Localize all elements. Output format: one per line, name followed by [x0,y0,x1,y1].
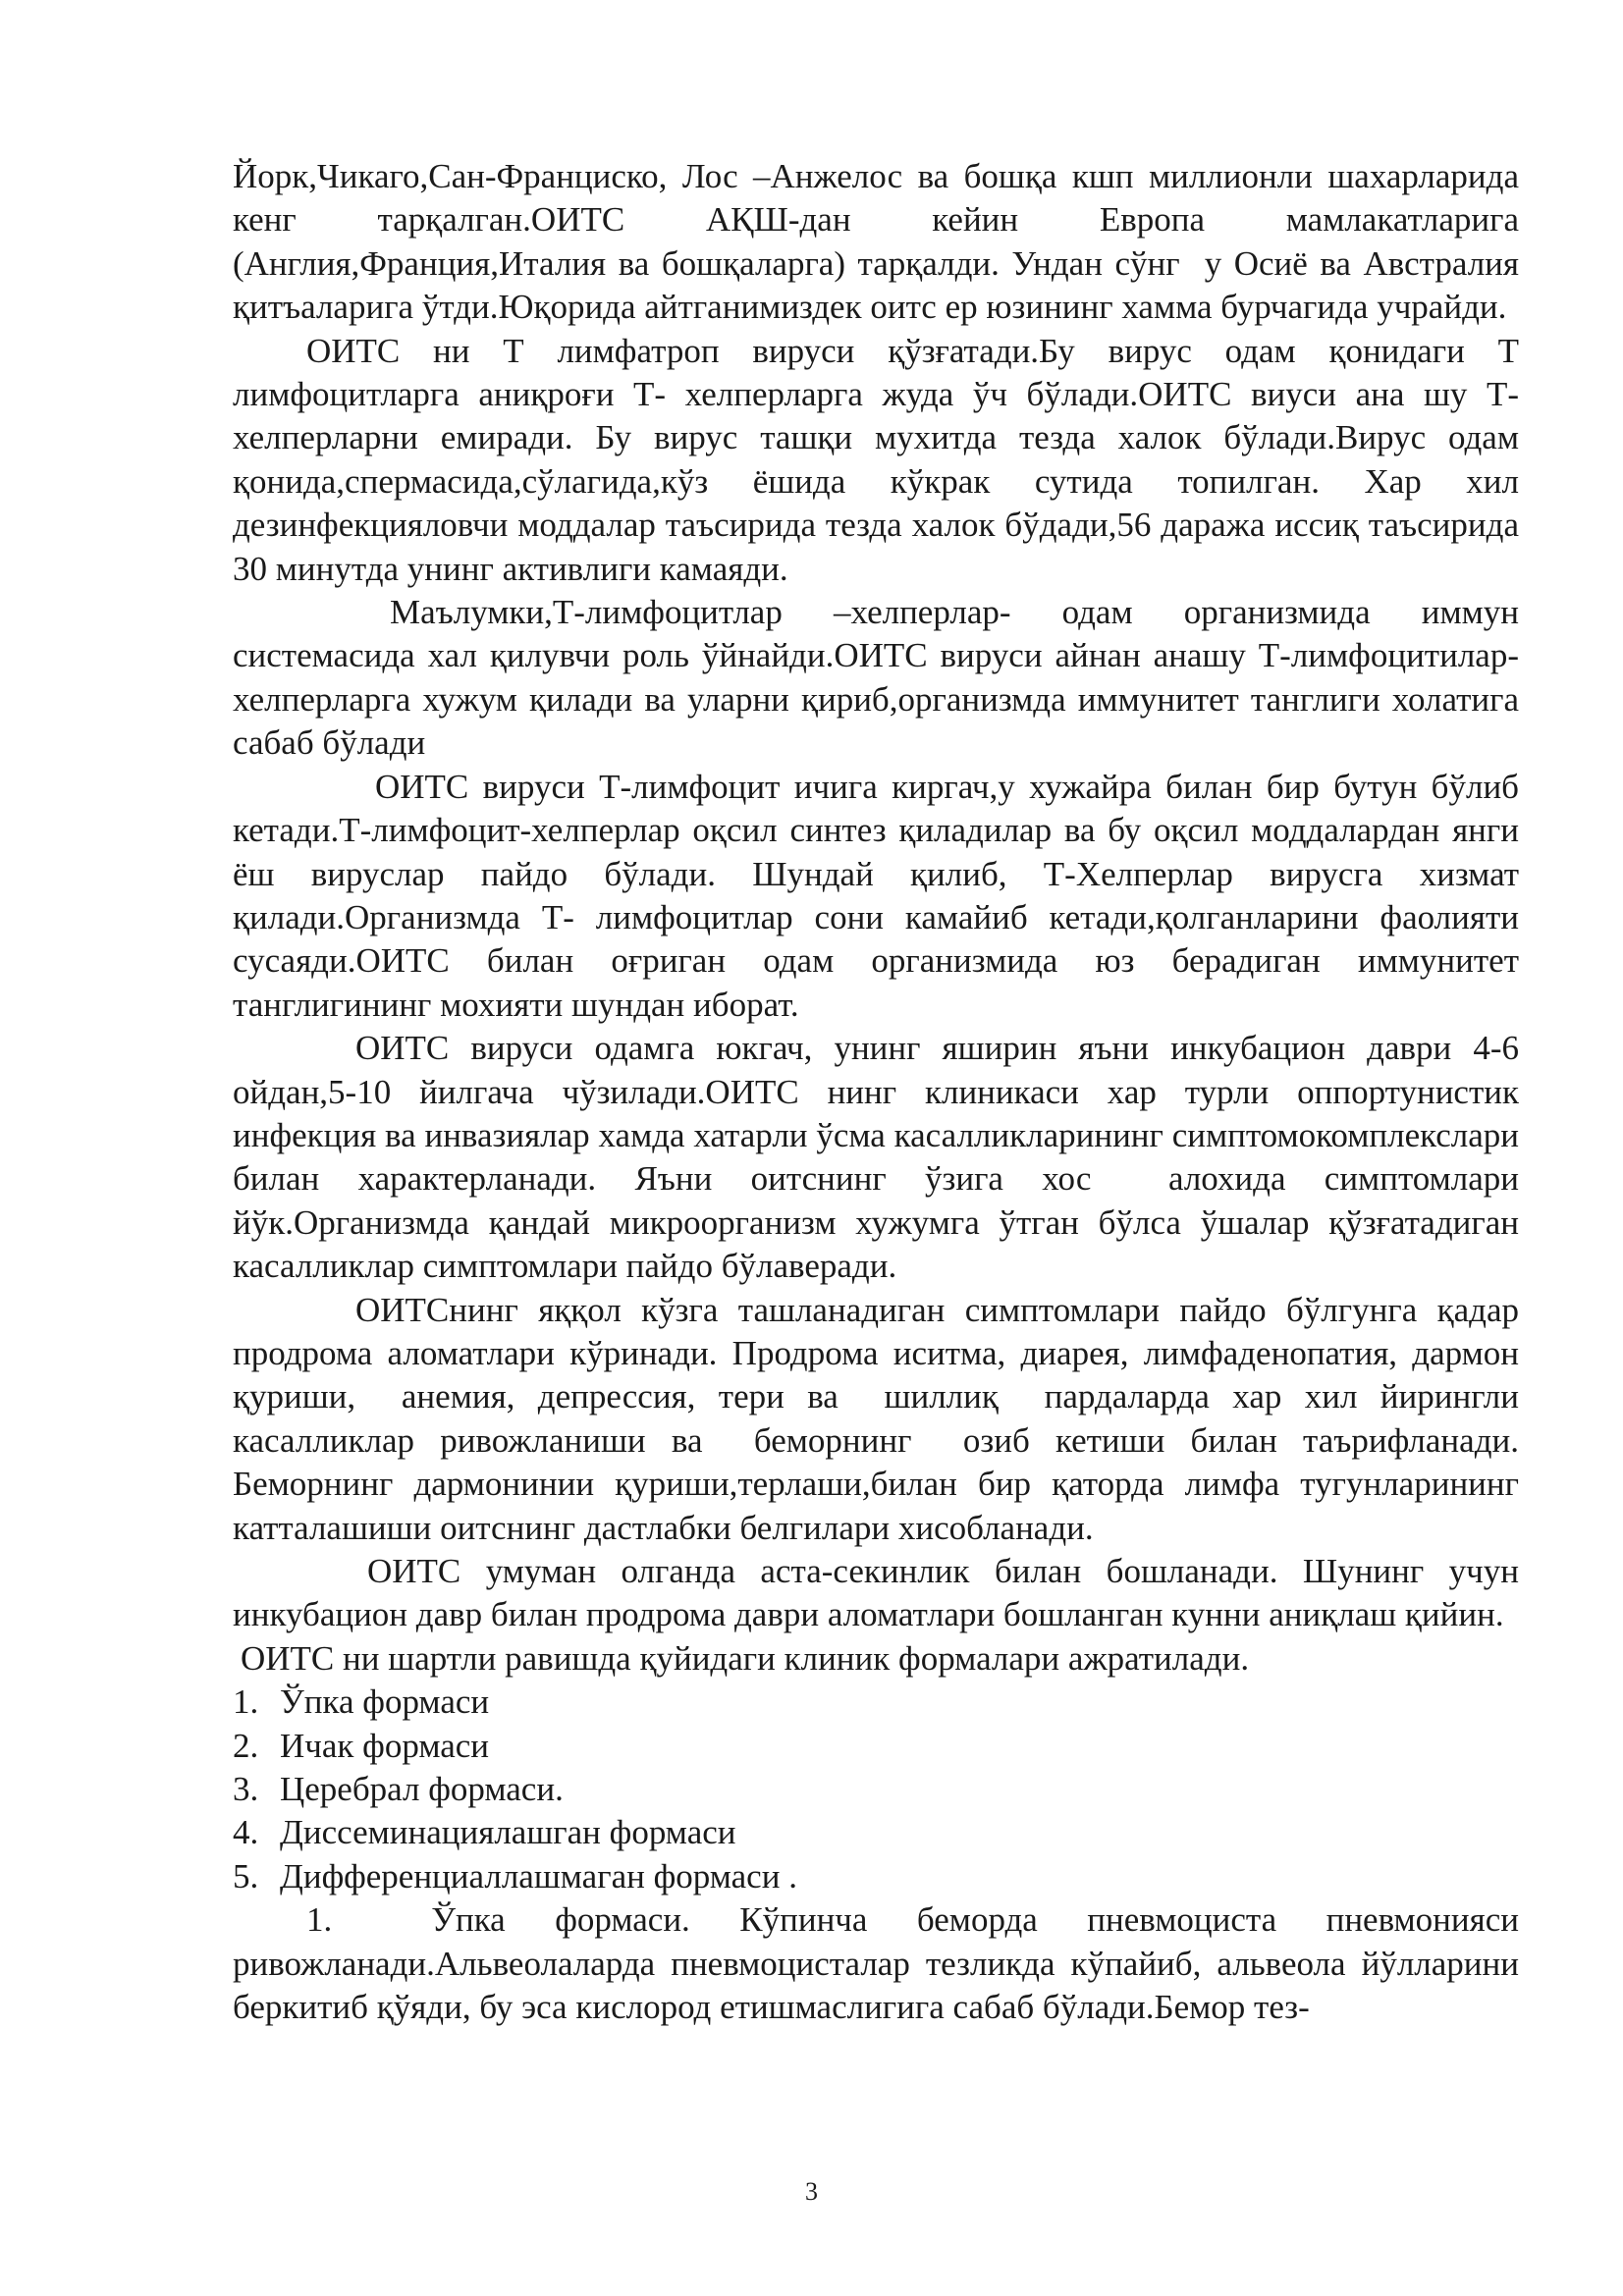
paragraph-lung-form: 1. Ўпка формаси. Кўпинча беморда пневмоциста пневмонияси ривожланади.Альвеолаларда пневмоцисталар тезликда кўпайиб, альвеола йўлларини беркитиб қўяди, бу эса кислород етишмаслигига сабаб бўлади.Бемор тез- [233,1900,1528,2027]
list-item-number: 5. [233,1856,259,1896]
list-item-number: 2. [233,1726,259,1765]
list-item-text: Ичак формаси [280,1726,490,1765]
list-item-text: Диссеминациялашган формаси [280,1813,736,1852]
forms-intro: ОИТС ни шартли равишда қуйидаги клиник формалари ажратилади. [241,1638,1250,1678]
list-item-text: Ўпка формаси [280,1682,490,1722]
paragraph-2: ОИТС ни Т лимфатроп вируси қўзғатади.Бу вирус одам қонидаги Т лимфоцитларга аниқроғи Т- хелперларга жуда ўч бўлади.ОИТС виуси ана шу Т- хелперларни емиради. Бу вирус ташқи мухитда тезда халок бўлади.Вирус одам қонида,спермасида,сўлагида,кўз ёшида кўкрак сутида топилган. Хар хил дезинфекцияловчи моддалар таъсирида тезда халок бўдади,56 даража иссиқ таъсирида 30 минутда унинг активлиги камаяди. [233,331,1528,588]
paragraph-7: ОИТС умуман олганда аста-секинлик билан бошланади. Шунинг учун инкубацион давр билан продрома даври аломатлари бошланган кунни аниқлаш қийин. [233,1552,1528,1634]
paragraph-4: ОИТС вируси Т-лимфоцит ичига киргач,у хужайра билан бир бутун бўлиб кетади.Т-лимфоцит-хелперлар оқсил синтез қиладилар ва бу оқсил моддалардан янги ёш вируслар пайдо бўлади. Шундай қилиб, Т-Хелперлар вирусга хизмат қилади.Организмда Т- лимфоцитлар сони камайиб кетади,қолганларини фаолияти сусаяди.ОИТС билан оғриган одам организмида юз берадиган иммунитет танглигининг мохияти шундан иборат. [233,767,1528,1024]
list-item-1 [233,1681,1519,1724]
paragraph-5: ОИТС вируси одамга юкгач, унинг яширин яъни инкубацион даври 4-6 ойдан,5-10 йилгача чўзилади.ОИТС нинг клиникаси хар турли оппортунистик инфекция ва инвазиялар хамда хатарли ўсма касалликларининг симптомокомплекслари билан характерланади. Яъни оитснинг ўзига хос алохида симптомлари йўк.Организмда қандай микроорганизм хужумга ўтган бўлса ўшалар қўзғатадиган касалликлар симптомлари пайдо бўлаверади. [233,1029,1528,1286]
list-item-2 [233,1725,1519,1768]
forms-list [233,1681,1519,1898]
list-item-number: 1. [233,1682,259,1722]
list-item-number: 4. [233,1813,259,1852]
list-item-number: 3. [233,1770,259,1809]
paragraph-6: ОИТСнинг яққол кўзга ташланадиган симптомлари пайдо бўлгунга қадар продрома аломатлари кўринади. Продрома иситма, диарея, лимфаденопатия, дармон қуриши, анемия, депрессия, тери ва шиллиқ пардаларда хар хил йирингли касалликлар ривожланиши ва беморнинг озиб кетиши билан таърифланади. Беморнинг дармонинии қуриши,терлаши,билан бир қаторда лимфа тугунларининг катталашиши оитснинг дастлабки белгилари хисобланади. [233,1290,1528,1547]
list-item-5 [233,1855,1519,1898]
document-body [233,155,1528,2029]
list-item-text: Дифференциаллашмаган формаси . [280,1856,797,1896]
list-item-text: Церебрал формаси. [280,1770,564,1809]
paragraph-3: Маълумки,Т-лимфоцитлар –хелперлар- одам организмида иммун системасида хал қилувчи роль ўйнайди.ОИТС вируси айнан анашу Т-лимфоцитилар-хелперларга хужум қилади ва уларни қириб,организмда иммунитет танглиги холатига сабаб бўлади [233,593,1528,763]
page-number: 3 [805,2177,818,2206]
list-item-4 [233,1811,1519,1854]
list-item-3 [233,1768,1519,1811]
paragraph-1: Йорк,Чикаго,Сан-Франциско, Лос –Анжелос ва бошқа кшп миллионли шахарларида кенг тарқалган.ОИТС АҚШ-дан кейин Европа мамлакатларига (Англия,Франция,Италия ва бошқаларга) тарқалди. Ундан сўнг у Осиё ва Австралия қитъаларига ўтди.Юқорида айтганимиздек оитс ер юзининг хамма бурчагида учрайди. [233,157,1528,327]
